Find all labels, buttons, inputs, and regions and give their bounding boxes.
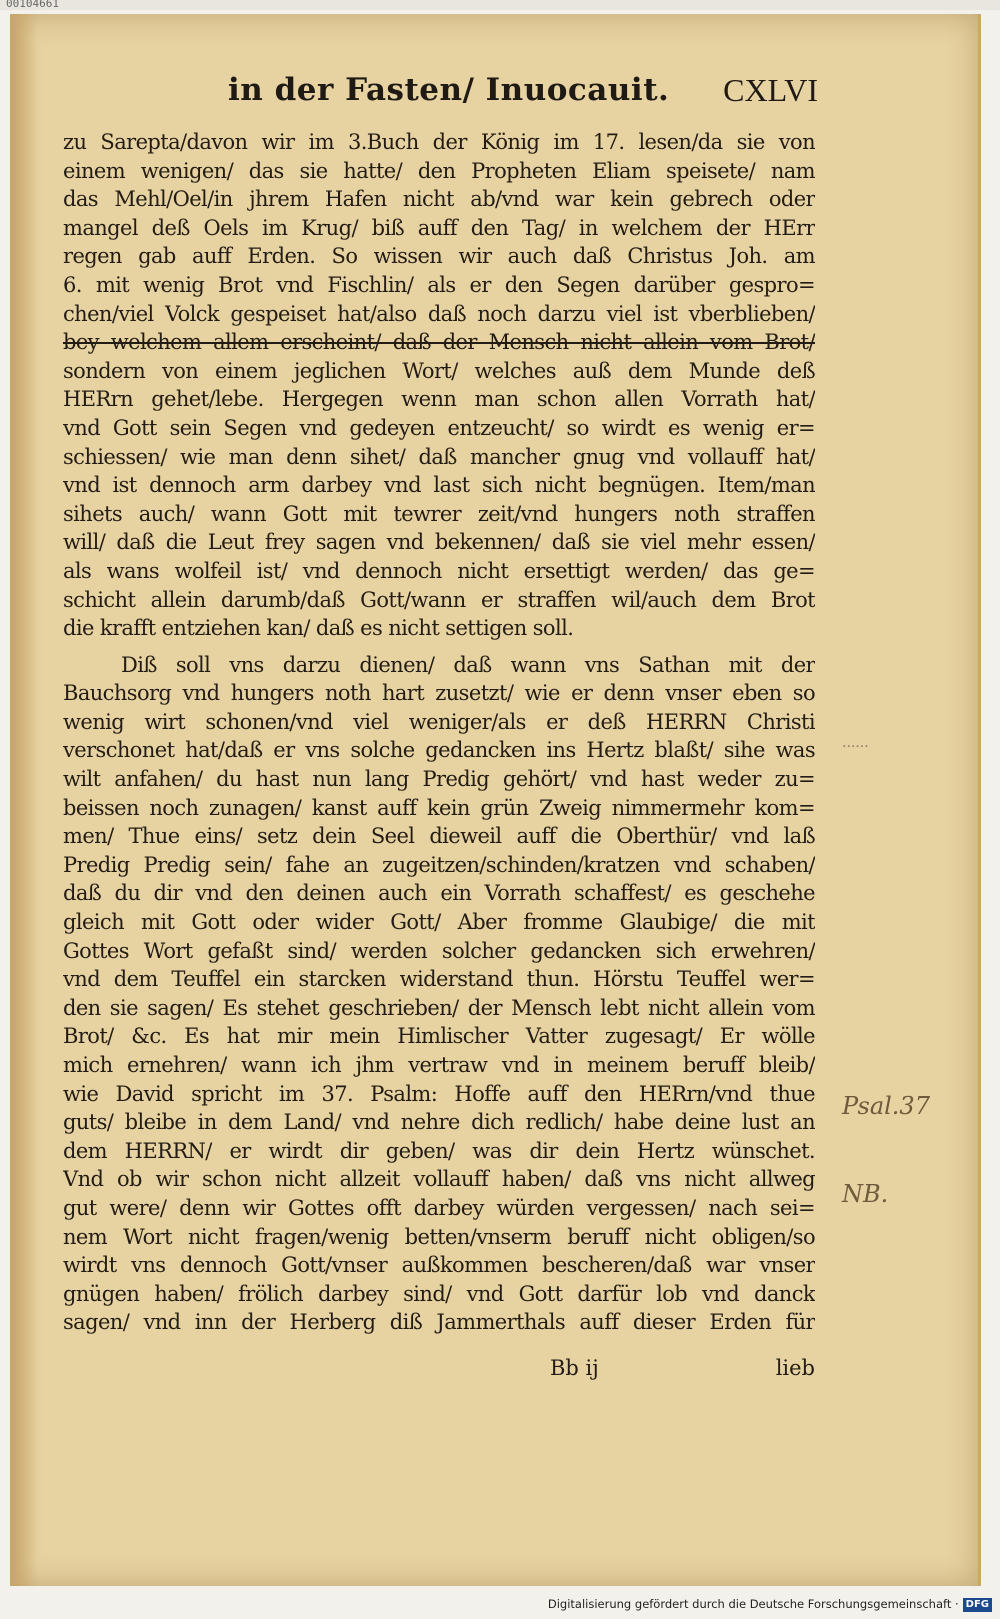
catchword: lieb (775, 1356, 815, 1380)
text-line: vnd dem Teuffel ein starcken widerstand thun. Hörstu Teuffel wer= (63, 967, 815, 992)
digitization-credit (548, 1593, 992, 1615)
text-line: chen/viel Volck gespeiset hat/also daß noch darzu viel ist vberblieben/ (63, 301, 815, 326)
text-line: gut were/ denn wir Gottes offt darbey würden vergessen/ nach sei= (63, 1195, 815, 1220)
signature-mark: Bb ij (550, 1356, 599, 1380)
dfg-logo: DFG (963, 1598, 992, 1612)
folio-number: CXLVI (723, 72, 818, 108)
margin-note-dots: ...... (842, 735, 869, 751)
text-line: HERrn gehet/lebe. Hergegen wenn man schon allen Vorrath hat/ (63, 387, 815, 412)
text-line: gnügen haben/ frölich darbey sind/ vnd Gott darfür lob vnd danck (63, 1281, 815, 1306)
paragraph-gap (63, 643, 815, 651)
text-line: men/ Thue eins/ setz dein Seel dieweil auff die Oberthür/ vnd laß (63, 824, 815, 849)
text-line: guts/ bleibe in dem Land/ vnd nehre dich redlich/ habe deine lust an (63, 1110, 815, 1135)
running-title: in der Fasten/ Inuocauit. (228, 72, 670, 108)
text-line: schicht allein darumb/daß Gott/wann er straffen wil/auch dem Brot (63, 587, 815, 612)
text-line: beissen noch zunagen/ kanst auff kein grün Zweig nimmermehr kom= (63, 795, 815, 820)
text-line: Bauchsorg vnd hungers noth hart zusetzt/ wie er denn vnser eben so (63, 681, 815, 706)
text-line: wie David spricht im 37. Psalm: Hoffe auff den HERrn/vnd thue (63, 1081, 815, 1106)
text-line: gleich mit Gott oder wider Gott/ Aber fromme Glaubige/ die mit (63, 910, 815, 935)
text-line: das Mehl/Oel/in jhrem Hafen nicht ab/vnd war kein gebrech oder (63, 187, 815, 212)
text-line: sihets auch/ wann Gott mit tewrer zeit/vnd hungers noth straffen (63, 501, 815, 526)
text-line: wilt anfahen/ du hast nun lang Predig gehört/ vnd hast weder zu= (63, 767, 815, 792)
catchline (550, 1356, 815, 1386)
text-line: die krafft entziehen kan/ daß es nicht settigen soll. (63, 616, 574, 641)
text-line: wirdt vns dennoch Gott/vnser außkommen bescheren/daß war vnser (63, 1253, 815, 1278)
text-line: einem wenigen/ das sie hatte/ den Propheten Eliam speisete/ nam (63, 158, 815, 183)
page-gutter-shadow (10, 14, 38, 1586)
text-line: will/ daß die Leut frey sagen vnd bekennen/ daß sie viel mehr essen/ (63, 530, 815, 555)
text-line: schiessen/ wie man denn sihet/ daß mancher gnug vnd vollauff hat/ (63, 444, 815, 469)
text-line: Predig Predig sein/ fahe an zugeitzen/schinden/kratzen vnd schaben/ (63, 852, 815, 877)
text-line: sondern von einem jeglichen Wort/ welches auß dem Munde deß (63, 358, 815, 383)
text-line-marked: bey welchem allem erscheint/ daß der Mensch nicht allein vom Brot/ (63, 330, 815, 355)
scan-id-label: 00104661 (6, 0, 59, 10)
text-line: als wans wolfeil ist/ vnd dennoch nicht ersettigt werden/ das ge= (63, 558, 815, 583)
text-line: mich ernehren/ wann ich jhm vertraw vnd in meinem beruff bleib/ (63, 1053, 815, 1077)
text-line: zu Sarepta/davon wir im 3.Buch der König im 17. lesen/da sie von (63, 130, 815, 154)
text-line: dem HERRN/ er wirdt dir geben/ was dir dein Hertz wünschet. (63, 1138, 815, 1163)
text-line: 6. mit wenig Brot vnd Fischlin/ als er den Segen darüber gespro= (63, 272, 815, 297)
page-header (228, 72, 818, 122)
text-line: mangel deß Oels im Krug/ biß auff den Tag/ in welchem der HErr (63, 215, 815, 240)
text-line: sagen/ vnd inn der Herberg diß Jammerthals auff dieser Erden für (63, 1310, 815, 1335)
body-text (63, 128, 815, 1337)
credit-text: Digitalisierung gefördert durch die Deutsche Forschungsgemeinschaft · (547, 1597, 959, 1611)
text-line: Brot/ &c. Es hat mir mein Himlischer Vatter zugesagt/ Er wölle (63, 1024, 815, 1049)
text-line: nem Wort nicht fragen/wenig betten/vnserm beruff nicht obligen/so (63, 1224, 815, 1249)
scan-top-strip (0, 0, 1000, 10)
text-line: Vnd ob wir schon nicht allzeit vollauff haben/ daß vns nicht allweg (63, 1167, 815, 1192)
margin-note-psalm: Psal.37 (842, 1092, 930, 1120)
text-line: vnd ist dennoch arm darbey vnd last sich nicht begnügen. Item/man (63, 473, 815, 498)
margin-note-nb: NB. (842, 1180, 889, 1208)
text-line: Diß soll vns darzu dienen/ daß wann vns Sathan mit der (121, 652, 815, 677)
text-line: regen gab auff Erden. So wissen wir auch daß Christus Joh. am (63, 244, 815, 269)
text-line: Gottes Wort gefaßt sind/ werden solcher gedancken sich erwehren/ (63, 938, 815, 963)
text-line: den sie sagen/ Es stehet geschrieben/ der Mensch lebt nicht allein vom (63, 995, 815, 1020)
text-line: wenig wirt schonen/vnd viel weniger/als er deß HERRN Christi (63, 709, 815, 734)
text-line: verschonet hat/daß er vns solche gedancken ins Hertz blaßt/ sihe was (63, 738, 815, 763)
text-line: daß du dir vnd den deinen auch ein Vorrath schaffest/ es geschehe (63, 881, 815, 906)
text-line: vnd Gott sein Segen vnd gedeyen entzeucht/ so wirdt es wenig er= (63, 415, 815, 440)
